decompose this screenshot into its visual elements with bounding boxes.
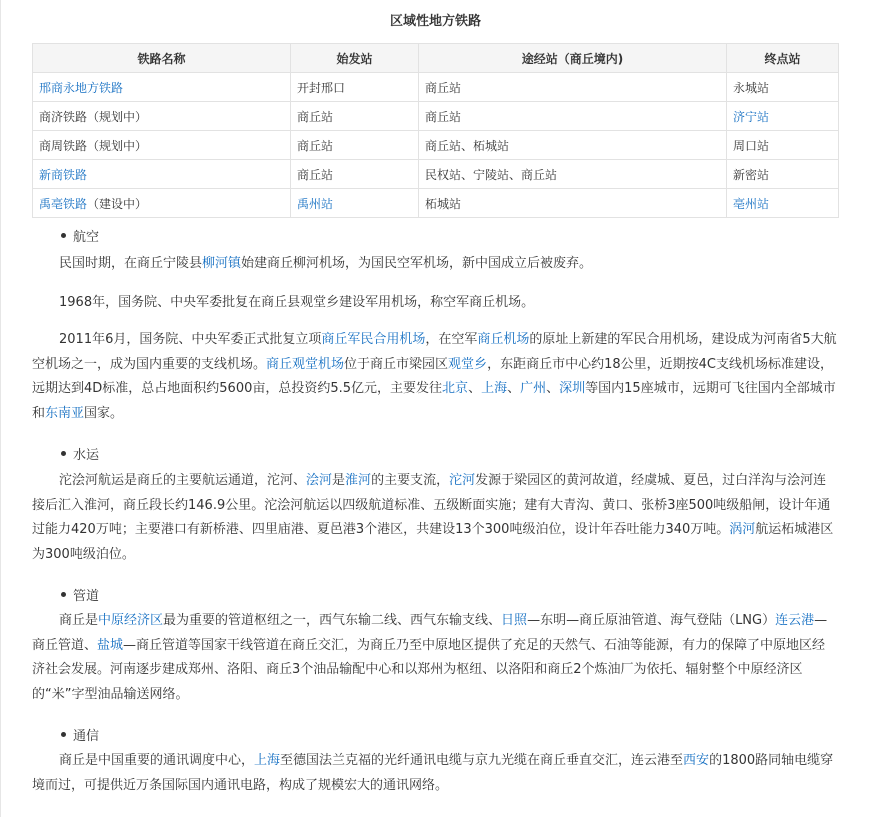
link[interactable]: 商丘机场 <box>477 332 530 347</box>
link[interactable]: 淮河 <box>345 473 372 488</box>
cell-via: 民权站、宁陵站、商丘站 <box>419 160 727 189</box>
text: 发源于梁园区的黄河故道，经虞城、夏邑，过白洋沟与浍河连接后汇入淮河，商丘段长约146.9公里。沱浍河航运以四级航道标准、五级断面实施；建有大青沟、黄口、张桥3座500吨级船闸，设计年通过能力420万吨；主要港口有新桥港、四里庙港、夏邑港3个港区，共建设13个300吨级泊位，设计年吞吐能力340万吨。 <box>32 473 831 537</box>
text: ，在空军 <box>425 332 478 347</box>
link[interactable]: 上海 <box>254 753 281 768</box>
cell-start: 开封邢口 <box>291 73 419 102</box>
link[interactable]: 中原经济区 <box>98 613 164 628</box>
table-row <box>33 102 839 131</box>
cell-railway-name: 商周铁路（规划中） <box>33 131 291 160</box>
table-row <box>33 131 839 160</box>
text: 最为重要的管道枢纽之一，西气东输二线、西气东输支线、 <box>163 613 502 628</box>
text: 等国内15座城市，远期可飞往国内全部城市和 <box>32 381 836 421</box>
text: 、 <box>507 381 521 396</box>
link[interactable]: 日照 <box>501 613 528 628</box>
text: 航运柘城港区为300吨级泊位。 <box>32 522 834 562</box>
cell-end: 永城站 <box>727 73 839 102</box>
paragraph <box>32 749 838 798</box>
cell-end <box>727 189 839 218</box>
section-heading-water: 水运 <box>73 444 99 463</box>
text: 至德国法兰克福的光纤通讯电缆与京九光缆在商丘垂直交汇，连云港至 <box>280 753 684 768</box>
cell-start: 商丘站 <box>291 102 419 131</box>
text: 2011年6月，国务院、中央军委正式批复立项 <box>59 332 322 347</box>
cell-via: 柘城站 <box>419 189 727 218</box>
text: 沱浍河航运是商丘的主要航运通道，沱河、 <box>59 473 307 488</box>
link[interactable]: 连云港 <box>775 613 815 628</box>
text: —商丘管道等国家干线管道在商丘交汇，为商丘乃至中原地区提供了充足的天然气、石油等能源，有力的保障了中原地区经济社会发展。河南逐步建成郑州、洛阳、商丘3个油品输配中心和以郑州为枢纽、以洛阳和商丘2个炼油厂为依托、辐射整个中原经济区的“米”字型油品输送网络。 <box>32 637 826 702</box>
table-row <box>33 189 839 218</box>
text: 民国时期，在商丘宁陵县 <box>59 256 203 271</box>
cell-railway-name <box>33 189 291 218</box>
railway-table <box>32 43 839 218</box>
cell-end: 新密站 <box>727 160 839 189</box>
text: 的1800路同轴电缆穿境而过，可提供近万条国际国内通讯电路，构成了规模宏大的通讯网络。 <box>32 753 834 793</box>
cell-start: 商丘站 <box>291 131 419 160</box>
table-row <box>33 160 839 189</box>
link[interactable]: 东南亚 <box>45 405 85 421</box>
railway-link[interactable]: 新商铁路 <box>39 167 88 182</box>
header-start-station: 始发站 <box>291 44 419 73</box>
text: —东明—商丘原油管道、海气登陆（LNG） <box>527 613 776 628</box>
link[interactable]: 盐城 <box>97 637 124 653</box>
cell-end: 周口站 <box>727 131 839 160</box>
link[interactable]: 广州 <box>520 381 547 396</box>
text: 、 <box>546 381 560 396</box>
cell-railway-name <box>33 73 291 102</box>
cell-start <box>291 189 419 218</box>
cell-railway-name: 商济铁路（规划中） <box>33 102 291 131</box>
station-link[interactable]: 济宁站 <box>733 109 770 124</box>
section-heading-pipeline: 管道 <box>73 585 99 604</box>
cell-end <box>727 102 839 131</box>
cell-start: 商丘站 <box>291 160 419 189</box>
railway-status-note: （建设中） <box>87 196 148 211</box>
station-link[interactable]: 禹州站 <box>297 196 334 211</box>
paragraph <box>32 252 838 277</box>
header-via-stations: 途经站（商丘境内) <box>419 44 727 73</box>
text: 的主要支流， <box>371 473 450 488</box>
text: 始建商丘柳河机场，为国民空军机场，新中国成立后被废弃。 <box>241 256 593 271</box>
cell-via: 商丘站 <box>419 102 727 131</box>
table-header-row <box>33 44 839 73</box>
link[interactable]: 北京 <box>442 381 469 396</box>
paragraph <box>32 609 838 707</box>
link[interactable]: 商丘军民合用机场 <box>321 332 426 347</box>
text: —商丘管道、 <box>32 613 828 653</box>
table-caption: 区域性地方铁路 <box>389 14 481 29</box>
cell-railway-name <box>33 160 291 189</box>
link[interactable]: 柳河镇 <box>202 256 242 271</box>
link[interactable]: 商丘观堂机场 <box>266 356 345 372</box>
text: ，东距商丘市中心约18公里，近期按4C支线机场标准建设，远期达到4D标准，总占地面积约5600亩，总投资约5.5亿元，主要发往 <box>32 356 833 396</box>
link[interactable]: 上海 <box>481 381 508 396</box>
text: 国家。 <box>84 405 124 421</box>
link[interactable]: 涡河 <box>729 522 756 537</box>
text: 是 <box>332 473 346 488</box>
text: 、 <box>468 381 482 396</box>
cell-via: 商丘站 <box>419 73 727 102</box>
section-heading-telecom: 通信 <box>73 725 99 744</box>
link[interactable]: 浍河 <box>306 473 333 488</box>
railway-link[interactable]: 邢商永地方铁路 <box>39 80 124 95</box>
link[interactable]: 沱河 <box>449 473 476 488</box>
link[interactable]: 西安 <box>683 753 710 768</box>
railway-link[interactable]: 禹亳铁路 <box>39 196 88 211</box>
link[interactable]: 深圳 <box>559 381 586 396</box>
paragraph: 1968年，国务院、中央军委批复在商丘县观堂乡建设军用机场，称空军商丘机场。 <box>59 295 535 310</box>
paragraph <box>32 469 838 567</box>
header-end-station: 终点站 <box>727 44 839 73</box>
table-row <box>33 73 839 102</box>
left-border <box>0 0 1 817</box>
text: 商丘是 <box>59 613 99 628</box>
paragraph <box>32 328 838 426</box>
cell-via: 商丘站、柘城站 <box>419 131 727 160</box>
header-railway-name: 铁路名称 <box>33 44 291 73</box>
text: 商丘是中国重要的通讯调度中心， <box>59 753 255 768</box>
text: 的原址上新建的军民合用机场，建设成为河南省5大航空机场之一，成为国内重要的支线机场。 <box>32 332 837 372</box>
station-link[interactable]: 亳州站 <box>733 196 770 211</box>
link[interactable]: 观堂乡 <box>448 356 488 372</box>
text: 位于商丘市梁园区 <box>344 356 449 372</box>
section-heading-aviation: 航空 <box>73 226 99 245</box>
